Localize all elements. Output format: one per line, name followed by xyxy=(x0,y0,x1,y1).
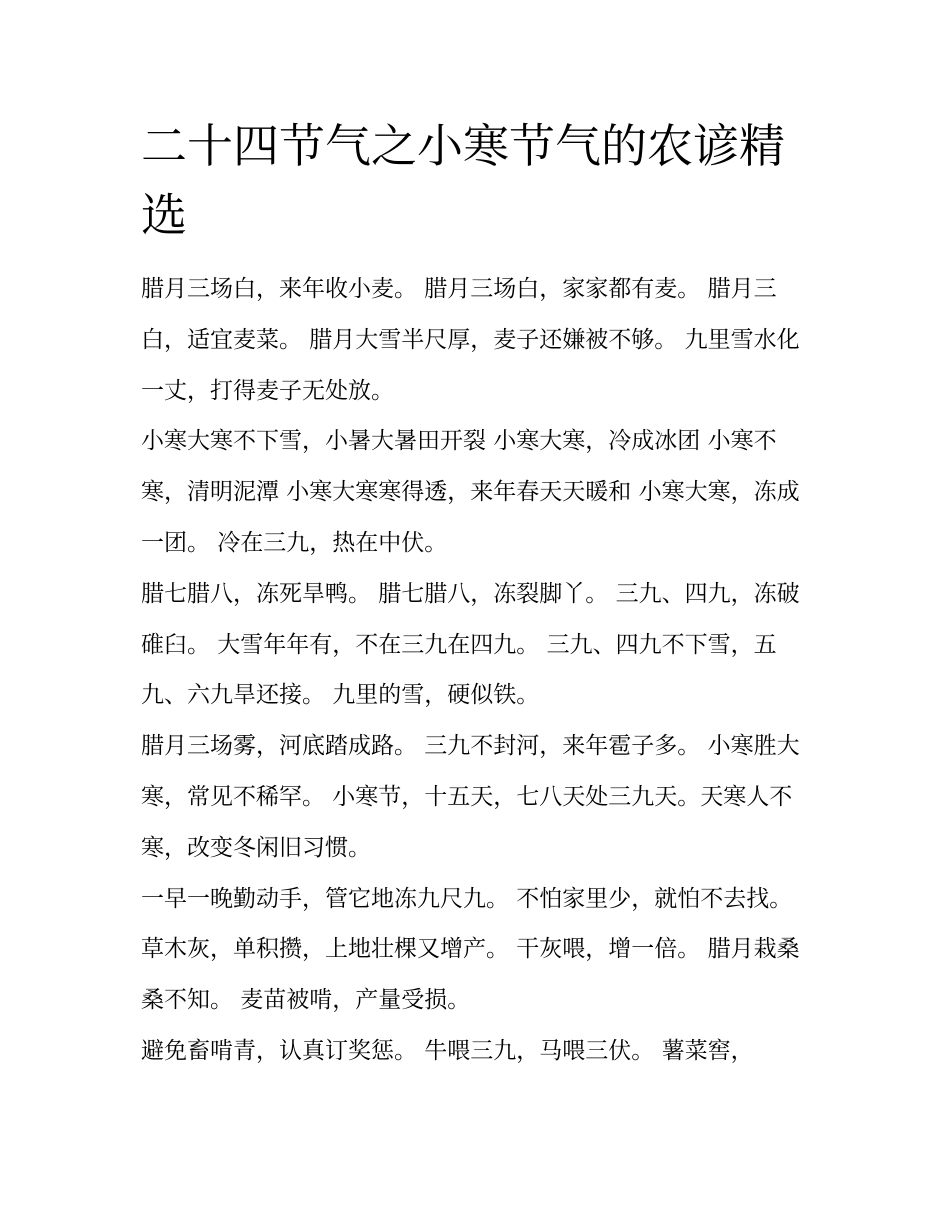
document-body xyxy=(141,264,811,1077)
paragraph-2: 小寒大寒不下雪，小暑大暑田开裂 小寒大寒，冷成冰团 小寒不寒，清明泥潭 小寒大寒寒得透，来年春天天暖和 小寒大寒，冻成一团。 冷在三九，热在中伏。 xyxy=(141,428,800,556)
paragraph-4: 腊月三场雾，河底踏成路。 三九不封河，来年雹子多。 小寒胜大寒，常见不稀罕。 小寒节，十五天，七八天处三九天。天寒人不寒，改变冬闲旧习惯。 xyxy=(141,733,800,861)
paragraph-5: 一早一晚勤动手，管它地冻九尺九。 不怕家里少，就怕不去找。 草木灰，单积攒，上地壮棵又增产。 干灰喂，增一倍。 腊月栽桑桑不知。 麦苗被啃，产量受损。 xyxy=(141,885,800,1014)
paragraph-1: 腊月三场白，来年收小麦。 腊月三场白，家家都有麦。 腊月三白，适宜麦菜。 腊月大雪半尺厚，麦子还嫌被不够。 九里雪水化一丈，打得麦子无处放。 xyxy=(141,276,800,404)
paragraph-3: 腊七腊八，冻死旱鸭。 腊七腊八，冻裂脚丫。 三九、四九，冻破碓臼。 大雪年年有，不在三九在四九。 三九、四九不下雪，五九、六九旱还接。 九里的雪，硬似铁。 xyxy=(141,580,800,709)
paragraph-6: 避免畜啃青，认真订奖惩。 牛喂三九，马喂三伏。 薯菜窖， xyxy=(141,1037,754,1064)
document-title: 二十四节气之小寒节气的农谚精选 xyxy=(141,119,785,242)
document-page xyxy=(141,112,811,1077)
